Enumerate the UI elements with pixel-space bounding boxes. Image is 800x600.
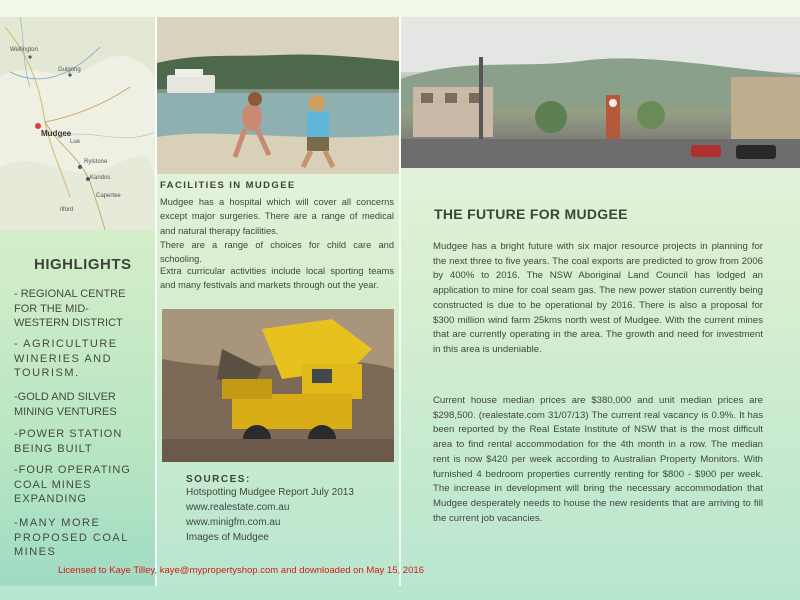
future-title: THE FUTURE FOR MUDGEE: [434, 206, 628, 222]
facilities-childcare-text: There are a range of choices for child care and schooling.: [160, 240, 394, 265]
highlights-panel: [0, 230, 155, 586]
highlight-item: -POWER STATION BEING BUILT: [14, 428, 123, 455]
photo-mining-equipment: [162, 309, 394, 462]
highlight-item: - REGIONAL CENTRE FOR THE MID-WESTERN DISTRICT: [14, 288, 126, 329]
highlights-title: HIGHLIGHTS: [34, 256, 132, 273]
license-footer: Licensed to Kaye Tilley, kaye@mypropertyshop.com and downloaded on May 15, 2016: [58, 565, 424, 576]
column-divider: [155, 17, 157, 586]
source-line: Images of Mudgee: [186, 532, 269, 543]
map-label-mudgee: Mudgee: [41, 129, 72, 138]
map-label-ilford: Ilford: [60, 207, 74, 213]
source-line: www.realestate.com.au: [186, 502, 290, 513]
sources-title: SOURCES:: [186, 474, 251, 485]
highlight-item: -GOLD AND SILVER MINING VENTURES: [14, 391, 117, 418]
map-label-rylstone: Rylstone: [84, 159, 108, 165]
map-label-kandos: Kandos: [90, 175, 111, 181]
highlight-item: -FOUR OPERATING COAL MINES EXPANDING: [14, 464, 131, 505]
source-line: Hotspotting Mudgee Report July 2013: [186, 487, 354, 498]
highlight-item: -MANY MORE PROPOSED COAL MINES: [14, 517, 129, 558]
map-label-capertee: Capertee: [96, 193, 121, 199]
map-label-lue: Lue: [70, 139, 81, 145]
facilities-title: FACILITIES IN MUDGEE: [160, 180, 296, 191]
highlight-item: - AGRICULTURE WINERIES AND TOURISM.: [14, 338, 118, 379]
column-divider: [399, 17, 401, 586]
source-line: www.minigfm.com.au: [186, 517, 281, 528]
facilities-activities-text: Extra curricular activities include local sporting teams and many festivals and markets through out the year.: [160, 266, 394, 291]
map-label-gulgong: Gulgong: [58, 67, 81, 73]
region-map: [0, 17, 155, 230]
map-label-wellington: Wellington: [10, 47, 38, 53]
facilities-hospital-text: Mudgee has a hospital which will cover all concerns except major surgeries. There are a range of medical and natural therapy facilities.: [160, 197, 394, 236]
photo-children-river: [157, 17, 399, 174]
photo-mudgee-street: [401, 17, 800, 168]
future-resources-paragraph: Mudgee has a bright future with six major resource projects in planning for the next three to five years. The coal exports are predicted to grow from 2006 by 400% to 2016. The NSW Aboriginal Land Council has lodged an application to mine for coal seam gas. The new power station currently being constructed is due to be operational by 2016. There is also a proposal for $300 million wind farm 25kms north west of Mudgee. With the current mines that are currently operating in the area. The growth and need for investment in this area is undeniable.: [433, 241, 763, 355]
future-property-paragraph: Current house median prices are $380,000 and unit median prices are $298,500. (realestate.com 31/07/13) The current real vacancy is 0.9%. It has been reported by the Real Estate Institute of NSW that is the most difficult area to find rental accommodation for the 4th month in a row. The median rent is now $420 per week according to Australian Property Monitors. With furnished 4 bedroom properties currently renting for $800 - $900 per week. The increase in development will bring the necessary accommodation that Mudgee desperately needs to house the new residents that are arriving to fill the current job vacancies.: [433, 395, 763, 524]
